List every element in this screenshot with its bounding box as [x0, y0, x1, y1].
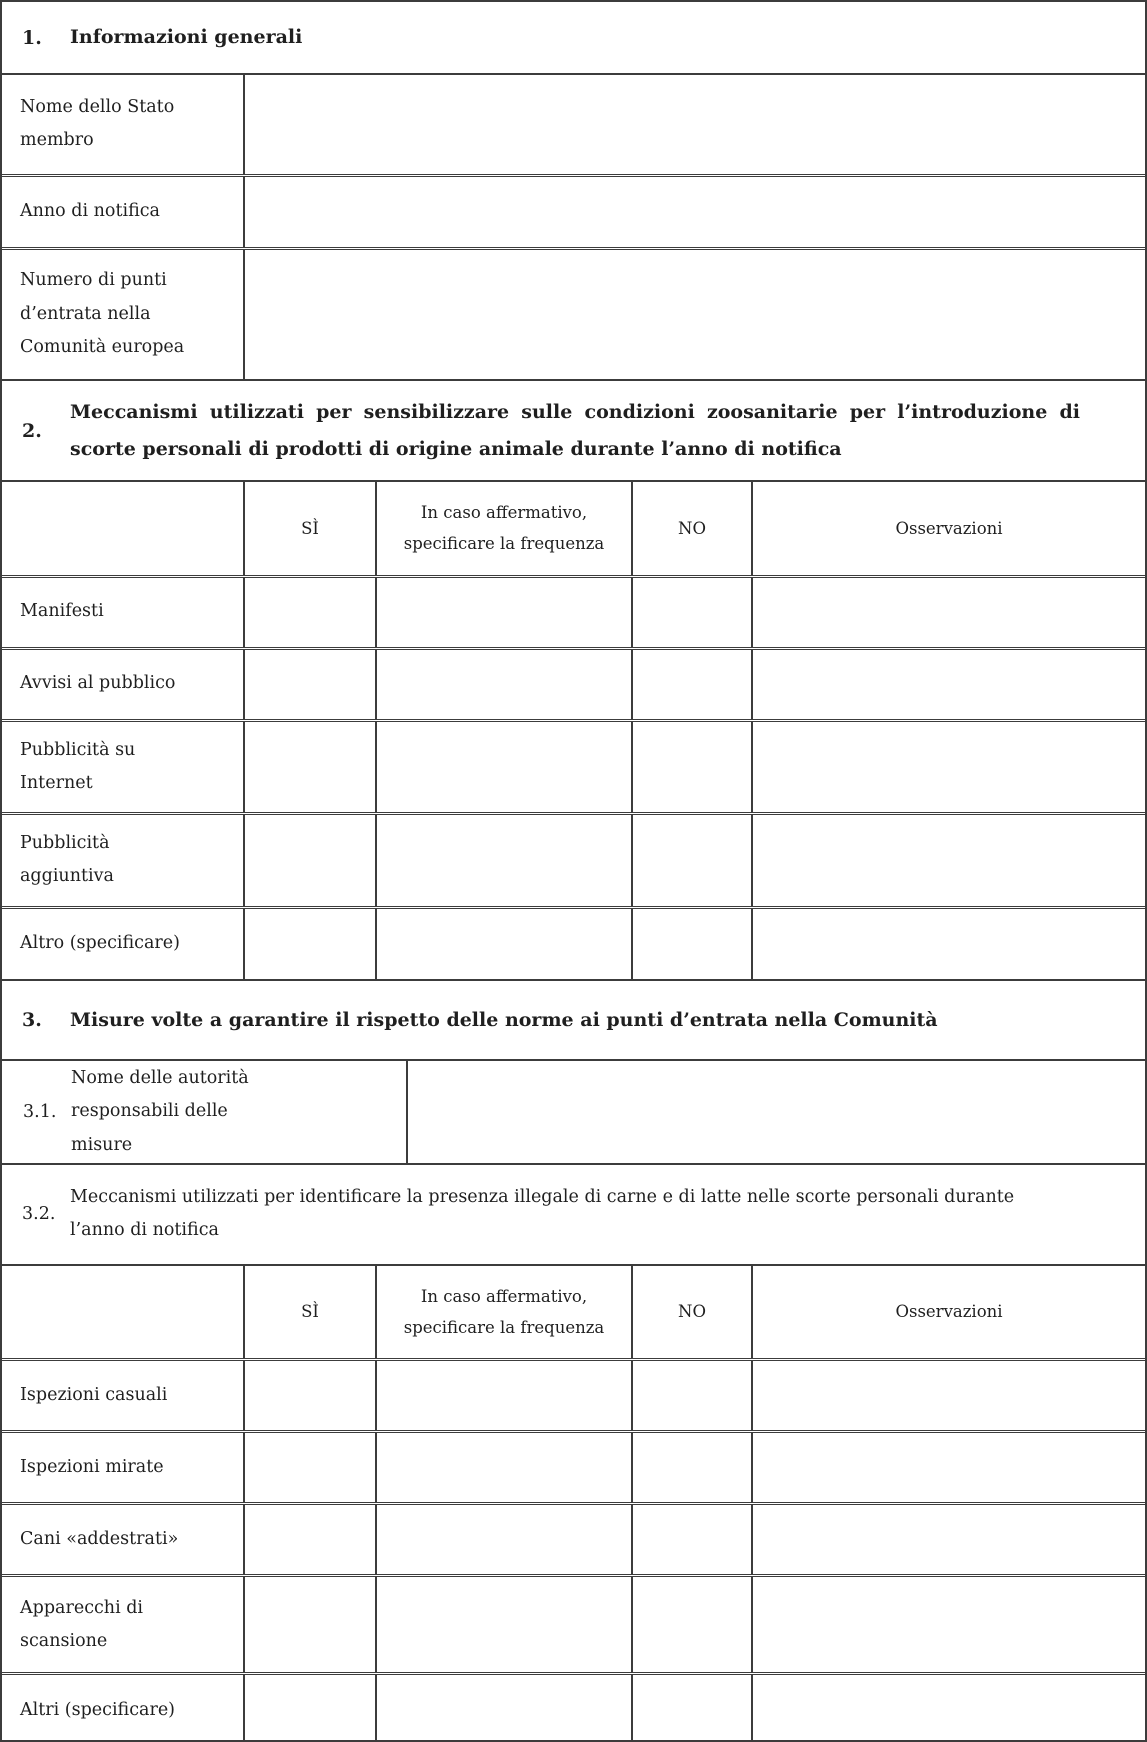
- table-row: [2, 1674, 1145, 1742]
- section-3-1-label: Nome delle autorità responsabili delle misure: [71, 1068, 249, 1155]
- empty-cell: [376, 1674, 632, 1742]
- row-label: Cani «addestrati»: [2, 1504, 244, 1576]
- col-header-frequency: In caso affermativo, specificare la frequenza: [376, 1266, 632, 1360]
- table-row: [2, 75, 1145, 175]
- section-2-title: Meccanismi utilizzati per sensibilizzare sulle condizioni zoosanitarie per l’introduzione di scorte personali di prodotti di origine animale durante l’anno di notifica: [70, 401, 1080, 460]
- empty-cell: [244, 1432, 376, 1504]
- empty-cell: [632, 1360, 752, 1432]
- table-row: [2, 720, 1145, 814]
- col-header-frequency: In caso affermativo, specificare la frequenza: [376, 482, 632, 576]
- row-label: Numero di punti d’entrata nella Comunità europea: [2, 248, 244, 379]
- identification-table: [2, 1266, 1145, 1742]
- table-row: [2, 1360, 1145, 1432]
- empty-cell: [376, 814, 632, 908]
- empty-header-cell: [2, 482, 244, 576]
- col-header-yes: SÌ: [244, 1266, 376, 1360]
- row-label: Avvisi al pubblico: [2, 648, 244, 720]
- section-3-2-title: Meccanismi utilizzati per identificare la presenza illegale di carne e di latte nelle scorte personali durante l’anno di notifica: [70, 1187, 1015, 1241]
- row-label: Pubblicità su Internet: [2, 720, 244, 814]
- empty-cell: [632, 1674, 752, 1742]
- empty-cell: [244, 248, 1145, 379]
- section-1-number: 1.: [22, 26, 42, 49]
- col-header-remarks: Osservazioni: [752, 1266, 1145, 1360]
- row-label: Manifesti: [2, 576, 244, 648]
- empty-cell: [752, 576, 1145, 648]
- empty-cell: [376, 576, 632, 648]
- empty-cell: [244, 1576, 376, 1674]
- empty-cell: [376, 1576, 632, 1674]
- empty-cell: [244, 1674, 376, 1742]
- empty-cell: [632, 1432, 752, 1504]
- table-row: [2, 1504, 1145, 1576]
- empty-cell: [752, 1504, 1145, 1576]
- empty-cell: [632, 648, 752, 720]
- col-header-yes: SÌ: [244, 482, 376, 576]
- section-3-number: 3.: [22, 1009, 42, 1031]
- section-3-2-number: 3.2.: [22, 1204, 56, 1225]
- empty-cell: [632, 720, 752, 814]
- row-label: Ispezioni mirate: [2, 1432, 244, 1504]
- table-row: [2, 907, 1145, 979]
- empty-cell: [376, 1360, 632, 1432]
- empty-cell: [752, 814, 1145, 908]
- row-label: Nome dello Stato membro: [2, 75, 244, 175]
- awareness-table: [2, 482, 1145, 979]
- header-row: [2, 1266, 1145, 1360]
- empty-cell: [244, 648, 376, 720]
- empty-cell: [376, 907, 632, 979]
- empty-cell: [244, 1360, 376, 1432]
- identification-table-wrap: [2, 1264, 1145, 1742]
- section-3-title: Misure volte a garantire il rispetto delle norme ai punti d’entrata nella Comunità: [70, 1008, 938, 1031]
- empty-cell: [376, 648, 632, 720]
- empty-cell: [752, 907, 1145, 979]
- empty-cell: [632, 1576, 752, 1674]
- table-row: [2, 1432, 1145, 1504]
- empty-cell: [244, 814, 376, 908]
- row-label: Anno di notifica: [2, 175, 244, 248]
- section-3-1-number: 3.1.: [23, 1101, 57, 1122]
- section-2-number: 2.: [22, 419, 42, 442]
- empty-cell: [752, 648, 1145, 720]
- authorities-table: [2, 1061, 1145, 1163]
- empty-cell: [632, 814, 752, 908]
- general-info-table: [2, 75, 1145, 379]
- empty-cell: [752, 1432, 1145, 1504]
- table-row: [2, 175, 1145, 248]
- empty-cell: [632, 576, 752, 648]
- col-header-no: NO: [632, 482, 752, 576]
- empty-cell: [244, 175, 1145, 248]
- authorities-table-wrap: [2, 1059, 1145, 1163]
- row-label: Ispezioni casuali: [2, 1360, 244, 1432]
- empty-cell: [376, 720, 632, 814]
- table-row: [2, 648, 1145, 720]
- empty-cell: [407, 1061, 1145, 1163]
- col-header-remarks: Osservazioni: [752, 482, 1145, 576]
- table-row: [2, 814, 1145, 908]
- row-label: Apparecchi di scansione: [2, 1576, 244, 1674]
- empty-cell: [244, 1504, 376, 1576]
- col-header-no: NO: [632, 1266, 752, 1360]
- table-row: [2, 248, 1145, 379]
- section-3-2-heading: [2, 1163, 1145, 1264]
- empty-cell: [244, 720, 376, 814]
- row-label: [2, 1061, 407, 1163]
- table-row: [2, 1576, 1145, 1674]
- row-label: Pubblicità aggiuntiva: [2, 814, 244, 908]
- section-1-heading: [2, 2, 1145, 73]
- header-row: [2, 482, 1145, 576]
- table-row: [2, 1061, 1145, 1163]
- row-label: Altri (specificare): [2, 1674, 244, 1742]
- empty-cell: [376, 1432, 632, 1504]
- empty-cell: [632, 1504, 752, 1576]
- table-row: [2, 576, 1145, 648]
- section-1-title: Informazioni generali: [70, 26, 303, 49]
- empty-cell: [752, 1674, 1145, 1742]
- empty-cell: [752, 1576, 1145, 1674]
- empty-cell: [376, 1504, 632, 1576]
- empty-cell: [752, 720, 1145, 814]
- empty-cell: [752, 1360, 1145, 1432]
- empty-cell: [244, 75, 1145, 175]
- general-info-table-wrap: [2, 73, 1145, 379]
- empty-cell: [244, 907, 376, 979]
- section-2-heading: [2, 379, 1145, 480]
- row-label: Altro (specificare): [2, 907, 244, 979]
- empty-cell: [632, 907, 752, 979]
- section-3-heading: [2, 979, 1145, 1059]
- awareness-table-wrap: [2, 480, 1145, 979]
- empty-header-cell: [2, 1266, 244, 1360]
- empty-cell: [244, 576, 376, 648]
